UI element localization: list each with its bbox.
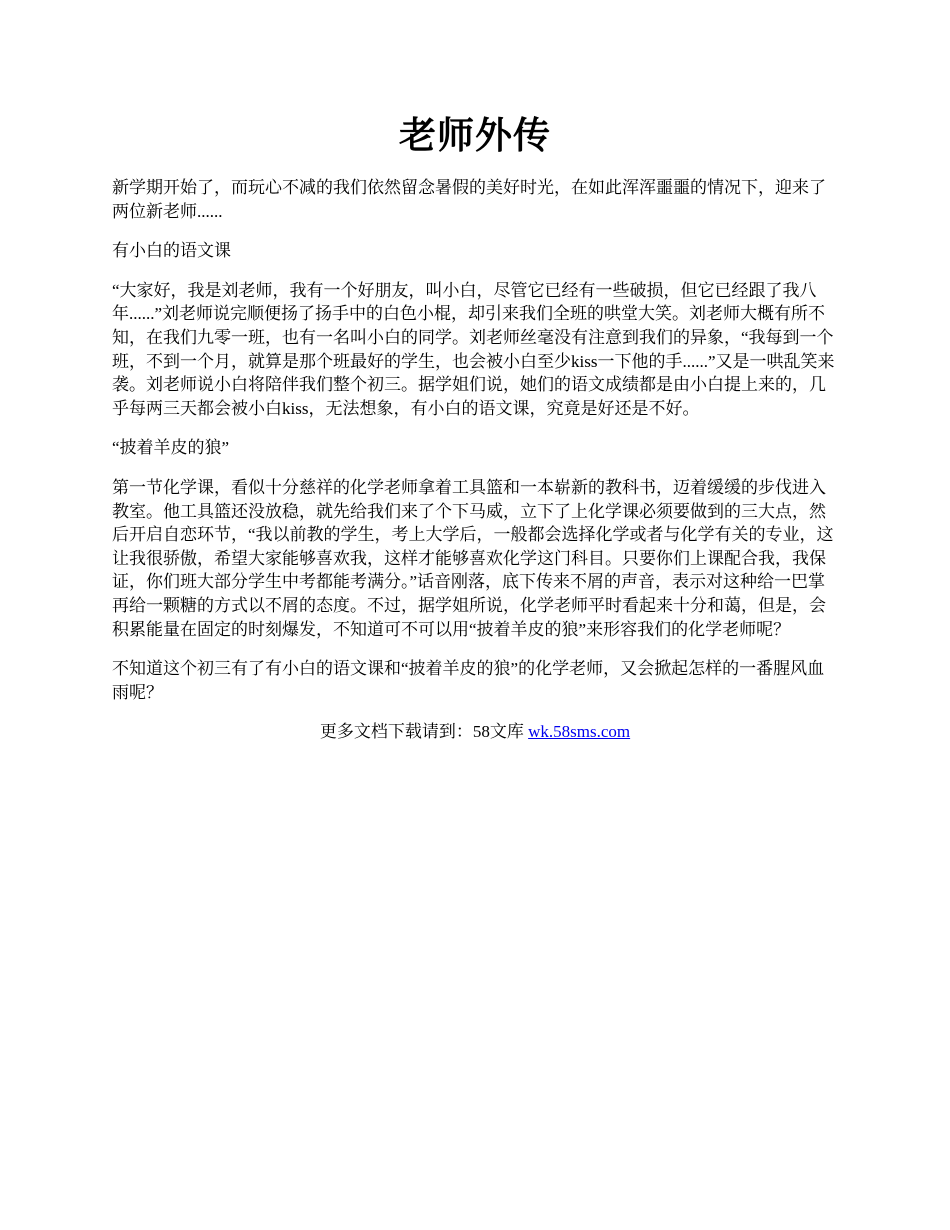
footer-link[interactable]: wk.58sms.com bbox=[528, 722, 631, 742]
paragraph-conclusion: 不知道这个初三有了有小白的语文课和“披着羊皮的狼”的化学老师，又会掀起怎样的一番腥风血雨呢？ bbox=[112, 659, 825, 702]
paragraph-chemistry-class: 第一节化学课，看似十分慈祥的化学老师拿着工具篮和一本崭新的教科书，迈着缓缓的步伐进入教室。他工具篮还没放稳，就先给我们来了个下马威，立下了上化学课必须要做到的三大点，然后开启自恋环节，“我以前教的学生，考上大学后，一般都会选择化学或者与化学有关的专业，这让我很骄傲，希望大家能够喜欢我，这样才能够喜欢化学这门科目。只要你们上课配合我，我保证，你们班大部分学生中考都能考满分。”话音刚落，底下传来不屑的声音，表示对这种给一巴掌再给一颗糖的方式以不屑的态度。不过，据学姐所说，化学老师平时看起来十分和蔼，但是，会积累能量在固定的时刻爆发，不知道可不可以用“披着羊皮的狼”来形容我们的化学老师呢？ bbox=[112, 477, 834, 639]
footer bbox=[112, 720, 838, 744]
section-heading-chinese-class: 有小白的语文课 bbox=[112, 241, 231, 261]
paragraph-intro: 新学期开始了，而玩心不减的我们依然留念暑假的美好时光，在如此浑浑噩噩的情况下，迎来了两位新老师...... bbox=[112, 178, 826, 221]
page-title: 老师外传 bbox=[399, 116, 551, 157]
paragraph-chinese-class: “大家好，我是刘老师，我有一个好朋友，叫小白，尽管它已经有一些破损，但它已经跟了我八年......”刘老师说完顺便扬了扬手中的白色小棍，却引来我们全班的哄堂大笑。刘老师大概有所不知，在我们九零一班，也有一名叫小白的同学。刘老师丝毫没有注意到我们的异象，“我每到一个班，不到一个月，就算是那个班最好的学生，也会被小白至少kiss一下他的手......”又是一哄乱笑来袭。刘老师说小白将陪伴我们整个初三。据学姐们说，她们的语文成绩都是由小白提上来的，几乎每两三天都会被小白kiss，无法想象，有小白的语文课，究竟是好还是不好。 bbox=[112, 280, 835, 418]
section-heading-chemistry-class: “披着羊皮的狼” bbox=[112, 438, 230, 458]
footer-text: 更多文档下载请到：58文库 bbox=[319, 722, 524, 742]
